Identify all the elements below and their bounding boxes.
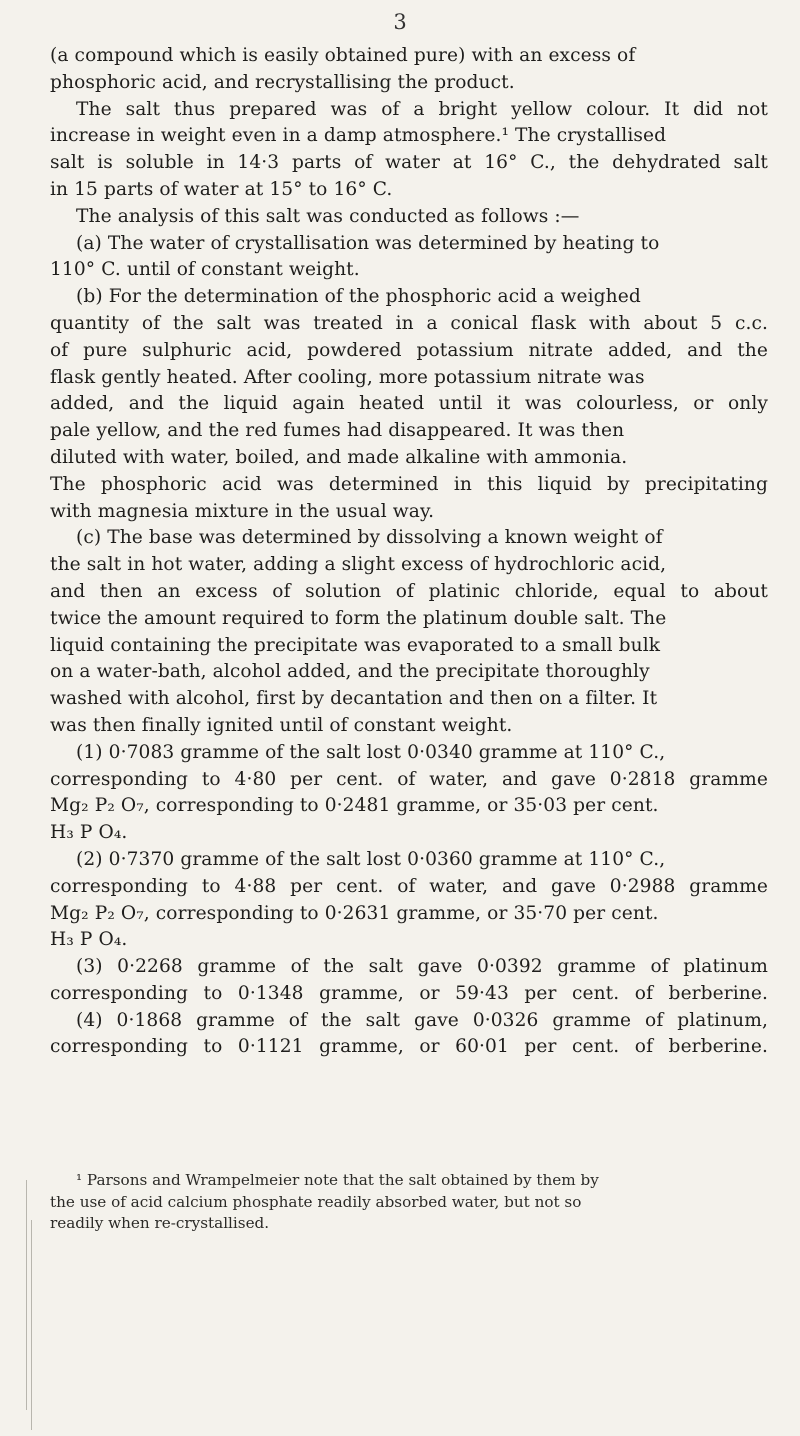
footnote <box>50 1170 768 1235</box>
text-line: The salt thus prepared was of a bright yellow colour. It did not <box>76 98 768 120</box>
margin-marks <box>22 1180 42 1430</box>
footnote-line: readily when re-crystallised. <box>50 1214 270 1232</box>
text-line: Mg₂ P₂ O₇, corresponding to 0·2631 gramme, or 35·70 per cent. <box>50 902 659 924</box>
text-line: (a) The water of crystallisation was determined by heating to <box>76 232 660 254</box>
text-line: increase in weight even in a damp atmosphere.¹ The crystallised <box>50 125 667 147</box>
text-line: (b) For the determination of the phosphoric acid a weighed <box>76 286 641 308</box>
text-line: (4) 0·1868 gramme of the salt gave 0·0326 gramme of platinum, <box>76 1009 768 1031</box>
text-line: H₃ P O₄. <box>50 822 128 844</box>
text-line: added, and the liquid again heated until it was colourless, or only <box>50 393 768 415</box>
text-line: (1) 0·7083 gramme of the salt lost 0·0340 gramme at 110° C., <box>76 741 666 763</box>
text-line: in 15 parts of water at 15° to 16° C. <box>50 178 393 200</box>
text-line: of pure sulphuric acid, powdered potassium nitrate added, and the <box>50 339 768 361</box>
text-line: corresponding to 0·1348 gramme, or 59·43 per cent. of berberine. <box>50 982 768 1004</box>
text-line: The analysis of this salt was conducted as follows :— <box>76 205 580 227</box>
text-line: (3) 0·2268 gramme of the salt gave 0·0392 gramme of platinum <box>76 956 768 978</box>
text-line: with magnesia mixture in the usual way. <box>50 500 435 522</box>
text-line: (c) The base was determined by dissolving a known weight of <box>76 527 663 549</box>
text-line: salt is soluble in 14·3 parts of water at 16° C., the dehydrated salt <box>50 152 768 174</box>
footnote-line: the use of acid calcium phosphate readily absorbed water, but not so <box>50 1192 582 1211</box>
text-line: corresponding to 0·1121 gramme, or 60·01 per cent. of berberine. <box>50 1036 768 1058</box>
text-line: (a compound which is easily obtained pure) with an excess of <box>50 45 636 66</box>
text-line: liquid containing the precipitate was evaporated to a small bulk <box>50 634 661 656</box>
text-line: twice the amount required to form the platinum double salt. The <box>50 607 667 629</box>
text-line: corresponding to 4·88 per cent. of water, and gave 0·2988 gramme <box>50 875 768 897</box>
text-line: flask gently heated. After cooling, more potassium nitrate was <box>50 366 645 388</box>
text-line: phosphoric acid, and recrystallising the product. <box>50 71 515 93</box>
text-line: was then finally ignited until of constant weight. <box>50 714 513 736</box>
text-line: The phosphoric acid was determined in this liquid by precipitating <box>50 473 768 495</box>
text-line: H₃ P O₄. <box>50 929 128 951</box>
body-text <box>50 43 768 1061</box>
text-line: corresponding to 4·80 per cent. of water, and gave 0·2818 gramme <box>50 768 768 790</box>
text-line: and then an excess of solution of platinic chloride, equal to about <box>50 580 768 602</box>
text-line: on a water-bath, alcohol added, and the precipitate thoroughly <box>50 661 650 683</box>
text-line: (2) 0·7370 gramme of the salt lost 0·0360 gramme at 110° C., <box>76 848 666 870</box>
page-number: 3 <box>393 10 407 34</box>
text-line: 110° C. until of constant weight. <box>50 259 360 281</box>
text-line: Mg₂ P₂ O₇, corresponding to 0·2481 gramme, or 35·03 per cent. <box>50 795 659 817</box>
text-line: the salt in hot water, adding a slight excess of hydrochloric acid, <box>50 554 667 576</box>
text-line: quantity of the salt was treated in a conical flask with about 5 c.c. <box>50 312 768 334</box>
text-line: washed with alcohol, first by decantation and then on a filter. It <box>50 688 658 710</box>
footnote-line: ¹ Parsons and Wrampelmeier note that the salt obtained by them by <box>76 1171 599 1189</box>
text-line: pale yellow, and the red fumes had disappeared. It was then <box>50 420 625 442</box>
text-line: diluted with water, boiled, and made alkaline with ammonia. <box>50 446 628 468</box>
